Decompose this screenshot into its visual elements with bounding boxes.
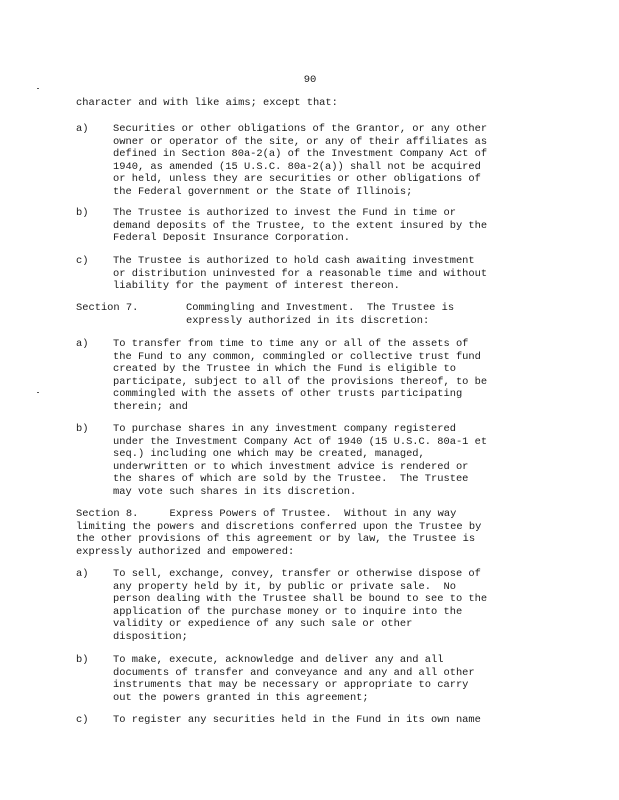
item-label: a) xyxy=(76,338,89,350)
item-label: b) xyxy=(76,654,89,666)
item-text: Securities or other obligations of the Grantor, or any other owner or operator of the site, or any of their affiliates as defined in Section 80a-2(a) of the Investment Company Act of 1940, as amended (15 U.S.C. 80a-2(a)) shall not be acquired or held, unless they are securities or other obligations of the Federal government or the State of Illinois; xyxy=(113,123,488,198)
item-text: To transfer from time to time any or all of the assets of the Fund to any common, commingled or collective trust fund created by the Trustee in which the Fund is eligible to participate, subject to all of the provisions thereof, to be commingled with the assets of other trusts participating therein; and xyxy=(113,338,488,413)
section-paragraph: Section 8. Express Powers of Trustee. Without in any way limiting the powers and discretions conferred upon the Trustee by the other provisions of this agreement or by law, the Trustee is expressly authorized and empowered: xyxy=(76,508,482,558)
item-text: To register any securities held in the Fund in its own name xyxy=(113,714,481,726)
item-label: c) xyxy=(76,714,89,726)
item-label: c) xyxy=(76,255,89,267)
intro-line: character and with like aims; except that: xyxy=(76,97,338,109)
item-label: b) xyxy=(76,423,89,435)
item-text: To make, execute, acknowledge and deliver any and all documents of transfer and conveyance and any and all other instruments that may be necessary or appropriate to carry out the powers granted in this agreement; xyxy=(113,654,475,704)
item-text: The Trustee is authorized to invest the Fund in time or demand deposits of the Trustee, to the extent insured by the Federal Deposit Insurance Corporation. xyxy=(113,207,488,244)
section-heading-text: Commingling and Investment. The Trustee is expressly authorized in its discretion: xyxy=(186,302,455,327)
scan-speck xyxy=(37,392,39,393)
item-text: To purchase shares in any investment company registered under the Investment Company Act of 1940 (15 U.S.C. 80a-1 et seq.) including one which may be created, managed, underwritten or to which investment advice is rendered or the shares of which are sold by the Trustee. The Trustee may vote such shares in its discretion. xyxy=(113,423,488,498)
item-label: b) xyxy=(76,207,89,219)
item-label: a) xyxy=(76,568,89,580)
item-label: a) xyxy=(76,123,89,135)
item-text: To sell, exchange, convey, transfer or otherwise dispose of any property held by it, by public or private sale. No person dealing with the Trustee shall be bound to see to the application of the purchase money or to inquire into the validity or expedience of any such sale or other disposition; xyxy=(113,568,488,643)
scan-speck xyxy=(37,88,39,89)
item-text: The Trustee is authorized to hold cash awaiting investment or distribution uninvested for a reasonable time and without liability for the payment of interest thereon. xyxy=(113,255,488,292)
page-number: 90 xyxy=(303,74,317,86)
section-heading-label: Section 7. xyxy=(76,302,139,314)
